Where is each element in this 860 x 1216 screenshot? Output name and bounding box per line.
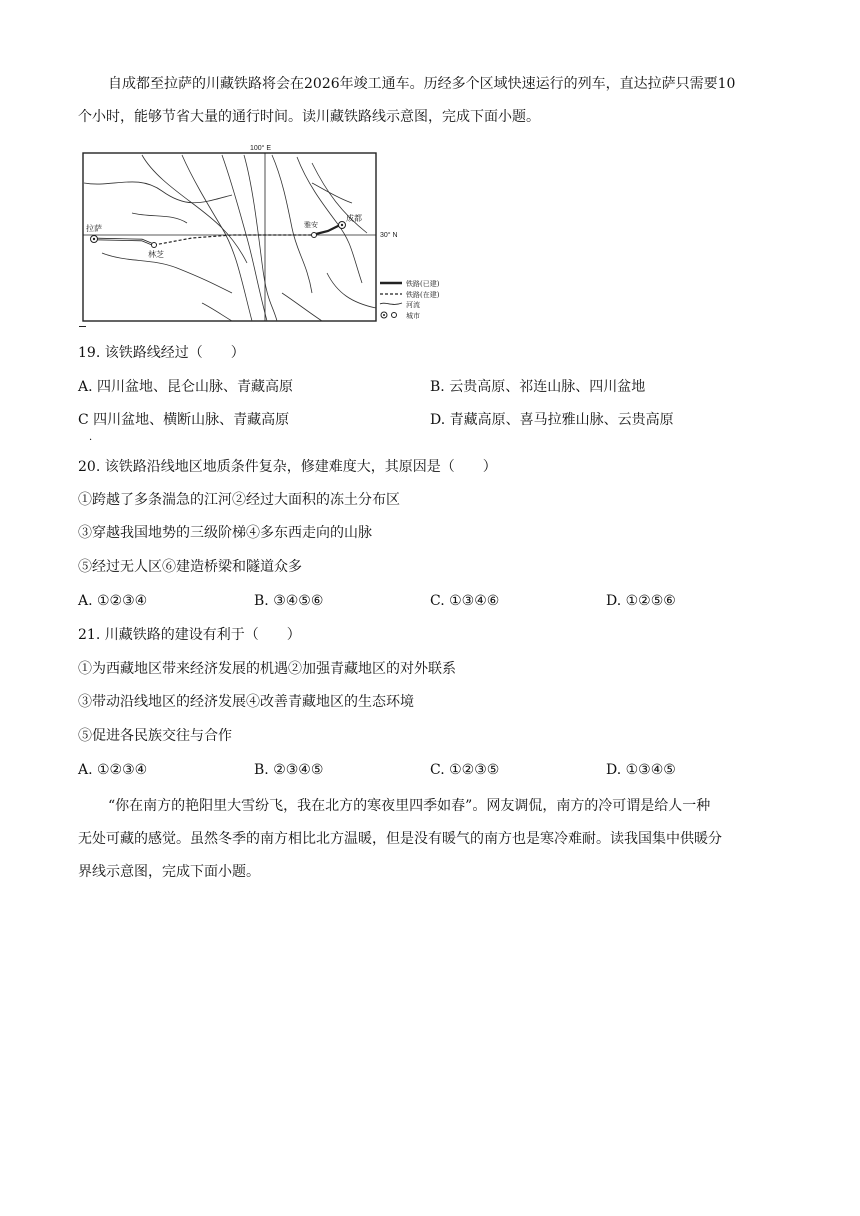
- legend-city: 城市: [406, 312, 420, 320]
- q20-statement-line-1: ①跨越了多条湍急的江河②经过大面积的冻土分布区: [78, 492, 400, 508]
- meridian-label: 100° E: [250, 145, 272, 152]
- parallel-label: 30° N: [380, 232, 398, 239]
- intro2-paragraph-line-3: 界线示意图，完成下面小题。: [78, 864, 260, 880]
- q21-option-d: D. ①③④⑤: [606, 762, 676, 778]
- intro2-paragraph-line-1: “你在南方的艳阳里大雪纷飞，我在北方的寒夜里四季如春”。网友调侃，南方的冷可谓是给人一种: [108, 798, 711, 814]
- city-label-nyingchi: 林芝: [148, 250, 164, 259]
- stray-mark: [79, 326, 86, 327]
- legend-planned-railway: 铁路(在建): [406, 291, 440, 299]
- q19-option-b: B. 云贵高原、祁连山脉、四川盆地: [430, 379, 646, 395]
- city-label-yaan: 雅安: [304, 221, 318, 229]
- q20-option-a: A. ①②③④: [78, 593, 148, 609]
- q20-statement-line-2: ③穿越我国地势的三级阶梯④多东西走向的山脉: [78, 525, 372, 541]
- q21-option-c: C. ①②③⑤: [430, 762, 500, 778]
- intro-paragraph-line-2: 个小时，能够节省大量的通行时间。读川藏铁路线示意图，完成下面小题。: [78, 109, 540, 125]
- q21-statement-line-1: ①为西藏地区带来经济发展的机遇②加强青藏地区的对外联系: [78, 661, 456, 677]
- q21-option-a: A. ①②③④: [78, 762, 148, 778]
- q21-option-b: B. ②③④⑤: [254, 762, 324, 778]
- q20-option-d: D. ①②⑤⑥: [606, 593, 676, 609]
- legend-river: 河流: [406, 301, 420, 309]
- q20-statement-line-3: ⑤经过无人区⑥建造桥梁和隧道众多: [78, 559, 302, 575]
- city-label-lhasa: 拉萨: [86, 224, 102, 233]
- intro2-paragraph-line-2: 无处可藏的感觉。虽然冬季的南方相比北方温暖，但是没有暖气的南方也是寒冷难耐。读我国集中供暖分: [78, 831, 722, 847]
- q21-statement-line-3: ⑤促进各民族交往与合作: [78, 728, 232, 744]
- question-19-stem: 19. 该铁路线经过（ ）: [78, 345, 245, 361]
- question-20-stem: 20. 该铁路沿线地区地质条件复杂，修建难度大，其原因是（ ）: [78, 459, 497, 475]
- q21-statement-line-2: ③带动沿线地区的经济发展④改善青藏地区的生态环境: [78, 694, 414, 710]
- intro-paragraph-line-1: 自成都至拉萨的川藏铁路将会在2026年竣工通车。历经多个区域快速运行的列车，直达拉萨只需要10: [108, 76, 736, 92]
- sichuan-tibet-railway-map: [82, 143, 460, 323]
- city-label-chengdu: 成都: [346, 214, 362, 223]
- map-legend: [380, 279, 440, 320]
- question-21-stem: 21. 川藏铁路的建设有利于（ ）: [78, 627, 301, 643]
- stray-dot: ·: [89, 435, 93, 446]
- q20-option-b: B. ③④⑤⑥: [254, 593, 324, 609]
- legend-built-railway: 铁路(已建): [406, 280, 440, 288]
- q19-option-c: C 四川盆地、横断山脉、青藏高原: [78, 412, 290, 428]
- q19-option-a: A. 四川盆地、昆仑山脉、青藏高原: [78, 379, 294, 395]
- q19-option-d: D. 青藏高原、喜马拉雅山脉、云贵高原: [430, 412, 674, 428]
- q20-option-c: C. ①③④⑥: [430, 593, 500, 609]
